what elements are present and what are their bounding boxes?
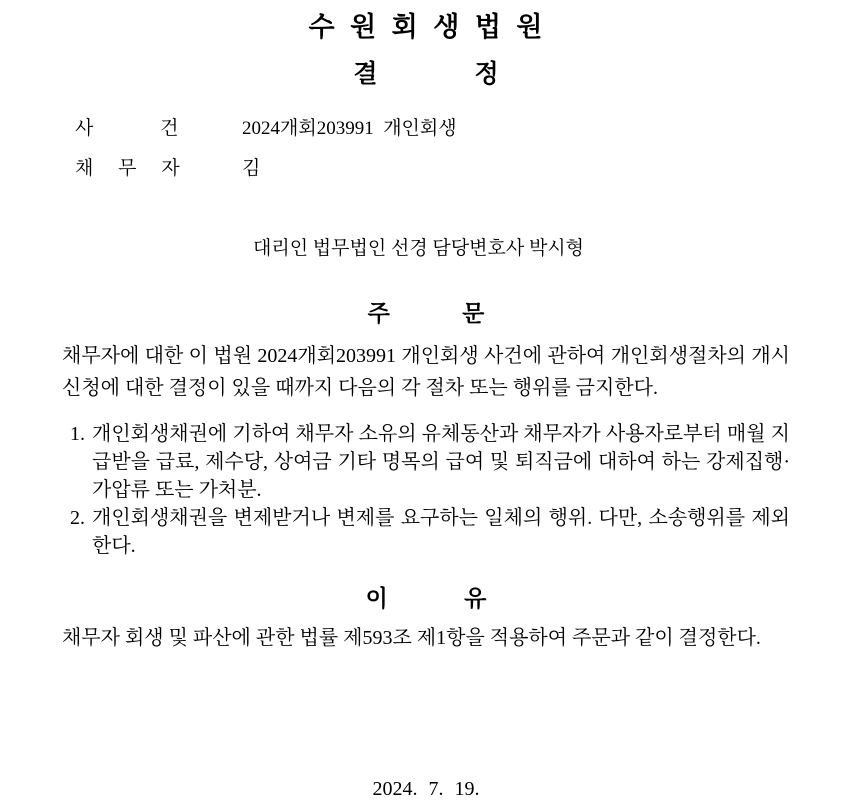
court-name-title: 수 원 회 생 법 원 [308,12,544,42]
order-item-1-text: 개인회생채권에 기하여 채무자 소유의 유체동산과 채무자가 사용자로부터 매월 지급받을 급료, 제수당, 상여금 기타 명목의 급여 및 퇴직금에 대하여 하는 강제집행·가압류 또는 가처분. [92,423,790,501]
debtor-row [75,158,790,180]
case-number-value: 2024개회203991 개인회생 [242,118,457,139]
debtor-value: 김 [242,158,261,179]
document-type-title: 결 정 [353,60,499,88]
order-list [62,420,790,560]
case-number-label: 사 건 [75,118,179,139]
order-item-2-number: 2. [70,507,85,529]
decision-date: 2024. 7. 19. [372,778,480,800]
attorney-line: 대리인 법무법인 선경 담당변호사 박시형 [253,238,585,259]
order-intro-paragraph: 채무자에 대한 이 법원 2024개회203991 개인회생 사건에 관하여 개인회생절차의 개시 신청에 대한 결정이 있을 때까지 다음의 각 절차 또는 행위를 금지한다. [62,345,790,399]
order-section-heading: 주 문 [367,300,485,326]
reason-section-heading: 이 유 [365,585,487,611]
order-item-2 [70,504,790,560]
document-content [0,12,849,801]
order-item-2-text: 개인회생채권을 변제받거나 변제를 요구하는 일체의 행위. 다만, 소송행위를 제외한다. [92,507,790,557]
order-item-1 [70,420,790,504]
order-item-1-number: 1. [70,423,85,445]
case-info-block [75,118,790,260]
reason-paragraph: 채무자 회생 및 파산에 관한 법률 제593조 제1항을 적용하여 주문과 같이 결정한다. [62,627,761,649]
debtor-label: 채 무 자 [75,158,180,179]
case-number-row [75,118,790,140]
